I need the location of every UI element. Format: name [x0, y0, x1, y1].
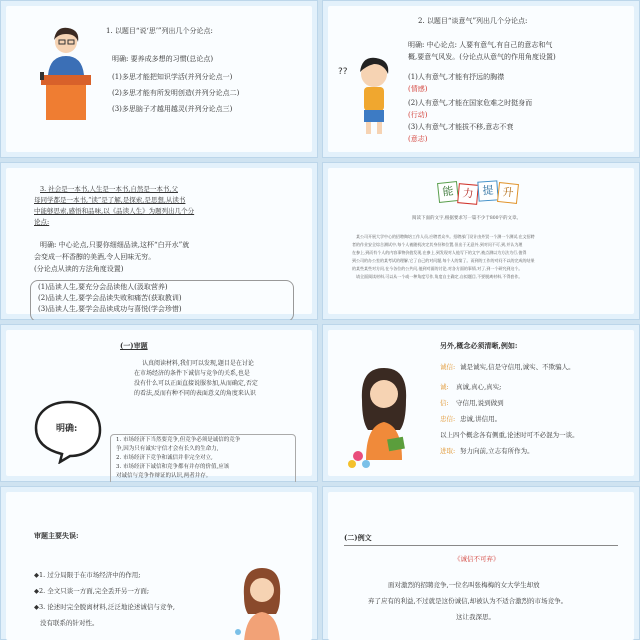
def-1-text: 诚是诚实,信是守信用,诚实、不欺骗人。: [460, 363, 575, 371]
slide-5-card: [6, 330, 312, 479]
girl-with-book-illustration: [344, 360, 424, 470]
slide-8-para-1: 面对激烈的招聘竞争,一位名叫张梅梅的女大学生却放: [388, 581, 540, 589]
slide-3-intro-3: (分论点从读的方法角度设置): [34, 265, 124, 273]
slide-2-item-2: (2)人有意气,才能在国家危难之时挺身而: [408, 99, 533, 107]
slide-1[interactable]: [0, 0, 318, 158]
slide-7[interactable]: [0, 486, 318, 640]
slide-6-intro: 另外,概念必须清晰,例如:: [440, 341, 518, 350]
def-2-text: 真诚,真心,真实;: [456, 383, 502, 391]
slide-2[interactable]: [322, 0, 640, 158]
slide-4-subtitle: 阅读下面的文字,根据要求写一篇不少于800字的文章。: [412, 216, 522, 221]
slide-6-card: [328, 330, 634, 476]
slide-3-intro-1: 明确: 中心论点,只要你细细品读,这杯“白开水”就: [40, 241, 190, 249]
slide-2-item-1: (1)人有意气,才能有抒远的胸襟: [408, 73, 505, 81]
tile-3-label: 提: [482, 183, 494, 198]
tile-3: [477, 180, 498, 201]
slide-2-item-1-tag: (情感): [408, 85, 428, 93]
slide-3-intro-2: 会变成一杯香醇的美酒,令人回味无穷。: [34, 253, 156, 261]
slide-5-heading: (一)审题: [120, 341, 148, 350]
slide-7-card: [6, 492, 312, 640]
slide-4-card: [328, 168, 634, 314]
slide-2-item-2-tag: (行动): [408, 111, 428, 119]
slide-4-body-3: 在参上,到而有个人的内容事物价值发现,在参上,到发现对人他写下的文字,被点测以为方法为行,值得: [352, 250, 527, 255]
slide-2-title: 2. 以题目“谈意气”列出几个分论点:: [418, 17, 528, 25]
slide-1-line-1: (1)多思才能把知识学活(并列分论点一): [112, 73, 233, 81]
def-2-term: 诚:: [440, 383, 449, 391]
slide-7-item-1: ◆1. 过分局限于在市场经济中的作用;: [34, 571, 141, 579]
slide-8-para-3: 这让我深思。: [456, 613, 495, 621]
tile-1-label: 能: [441, 184, 455, 199]
slide-3-title-4: 论点:: [34, 218, 50, 226]
example-title: 《诚信不可弃》: [454, 555, 500, 563]
speaker-podium-illustration: [26, 20, 96, 130]
slide-3-box-line-1: (1)品读人生,要充分会品读他人(汲取营养): [38, 283, 168, 291]
slide-2-item-3: (3)人有意气,才能拔不移,意志不衰: [408, 123, 514, 131]
slide-5-point-4: 3. 市场经济下诚信和竞争都有并存的价值,应该: [116, 464, 230, 470]
def-6-text: 努力向前,立志有所作为。: [460, 447, 534, 455]
slide-5-para-4: 的看法,反而有种不同的表面意义的角度来认识: [134, 390, 256, 397]
slide-3-box-line-2: (2)品读人生,要学会品读失败和痛苦(获取教训): [38, 294, 182, 302]
thinking-boy-illustration: [336, 50, 396, 140]
slide-5-para-1: 认真阅读材料,我们可以发现,题目是在讨论: [142, 360, 254, 367]
slide-6[interactable]: [322, 324, 640, 482]
slide-8[interactable]: [322, 486, 640, 640]
slide-5[interactable]: [0, 324, 318, 482]
slide-2-item-3-tag: (意志): [408, 135, 428, 143]
def-4-term: 忠信:: [440, 415, 456, 423]
slide-8-para-2: 弃了应有的利益,不过就是这份诚信,却被认为不适合激烈的市场竞争。: [368, 597, 568, 605]
slide-4-body-6: 请全面阅读材料,可以从一个或一种角度写作,角度自主确定,自拟题目,不要脱离材料,不得套作。: [356, 274, 523, 279]
slide-1-intro: 明确: 要养成多想的习惯(总论点): [112, 55, 214, 63]
slide-4-body-2: 者的作业安全综合测试中,每个人被随机决定其身份和位置,但出于无意外,到对问不可,到,并认为理: [352, 242, 523, 247]
def-1-term: 诚信:: [440, 363, 456, 371]
slide-3[interactable]: [0, 162, 318, 320]
tile-1: [437, 181, 459, 203]
slide-2-card: [328, 6, 634, 152]
tile-2: [457, 183, 479, 205]
slide-4-body-4: 到公司的办公室的某考试的理解,它了自己的对问题,每个人的第了。而到的工作的对问不以的完成的结果: [352, 258, 535, 263]
slide-1-line-3: (3)多思脑子才越用越灵(并列分论点三): [112, 105, 233, 113]
def-6-term: 进取:: [440, 447, 456, 455]
slide-8-heading: (二)例文: [344, 533, 372, 542]
slide-3-card: [6, 168, 312, 314]
slide-5-point-3: 2. 市场经济下竞争和诚信并非完全对立,: [116, 455, 213, 461]
def-3-term: 信:: [440, 399, 449, 407]
slide-2-intro-1: 明确: 中心论点: 人要有意气,有自己的意志和气: [408, 41, 553, 49]
woman-illustration: [232, 562, 292, 640]
slide-8-card: [328, 492, 634, 640]
slide-3-title-2: 母同学都是一本书,“读”是了解,是探索,是思想,从读书: [34, 196, 186, 204]
def-4-text: 忠诚,讲信用。: [460, 415, 502, 423]
slide-5-point-1: 1. 市场经济下当然要竞争,但竞争必须是诚信的竞争: [116, 437, 241, 443]
slide-7-item-4: 没有联系的针对性。: [40, 619, 99, 627]
slide-4-body-5: 的某些某些对方问,在今各位的公共问,他到对面的讨论,对各方面的事情,对了,到一个研究到这个。: [352, 266, 523, 271]
slide-2-intro-2: 概,要意气风发。(分论点从意气的作用角度设置): [408, 53, 556, 61]
slide-3-title-1: 3. 社会是一本书,人生是一本书,自然是一本书,父: [40, 185, 178, 193]
slide-3-title-3: 中能够思索,感悟和品味,以《品读人生》为题列出几个分: [34, 207, 195, 215]
slide-7-item-2: ◆2. 全文只谈一方面,完全丢开另一方面;: [34, 587, 150, 595]
svg-text:??: ??: [338, 67, 348, 77]
slide-1-card: [6, 6, 312, 152]
slide-5-point-5: 对诚信与竞争作辩证的认识,两者并存。: [116, 473, 212, 479]
slide-5-para-3: 没有什么可以正面直接说服参加,从而确定,否定: [134, 380, 258, 387]
slide-1-title: 1. 以题目“说‘思’”列出几个分论点:: [106, 27, 213, 35]
slide-4[interactable]: [322, 162, 640, 320]
speech-bubble-label: 明确:: [56, 424, 78, 434]
slide-3-box-line-3: (3)品读人生,要学会品读成功与喜悦(学会珍惜): [38, 305, 182, 313]
tile-2-label: 力: [461, 186, 475, 201]
slide-4-body-1: 某公司开展大学中心的招聘陶培工作人员,应聘者众多。招聘部门设计由外贸一个测一个测试,在文招聘: [356, 234, 535, 239]
slide-7-heading: 审题主要失误:: [34, 531, 79, 540]
tile-4-label: 升: [501, 185, 515, 200]
slide-7-item-3: ◆3. 论述时完全脱离材料,泛泛地论述诚信与竞争,: [34, 603, 175, 611]
slide-8-heading-rule: [344, 545, 618, 546]
slide-1-line-2: (2)多思才能有所发明创造(并列分论点二): [112, 89, 240, 97]
slide-5-point-2: 争,因为只有诚实守信才会有长久的生命力,: [116, 446, 219, 452]
def-5-note: 以上四个概念各有侧重,论述时可不必混为一谈。: [440, 431, 579, 439]
def-3-text: 守信用,说到做到: [456, 399, 504, 407]
slide-5-para-2: 在市场经济的条件下诚信与竞争的关系,也是: [134, 370, 250, 377]
tile-4: [497, 182, 519, 204]
